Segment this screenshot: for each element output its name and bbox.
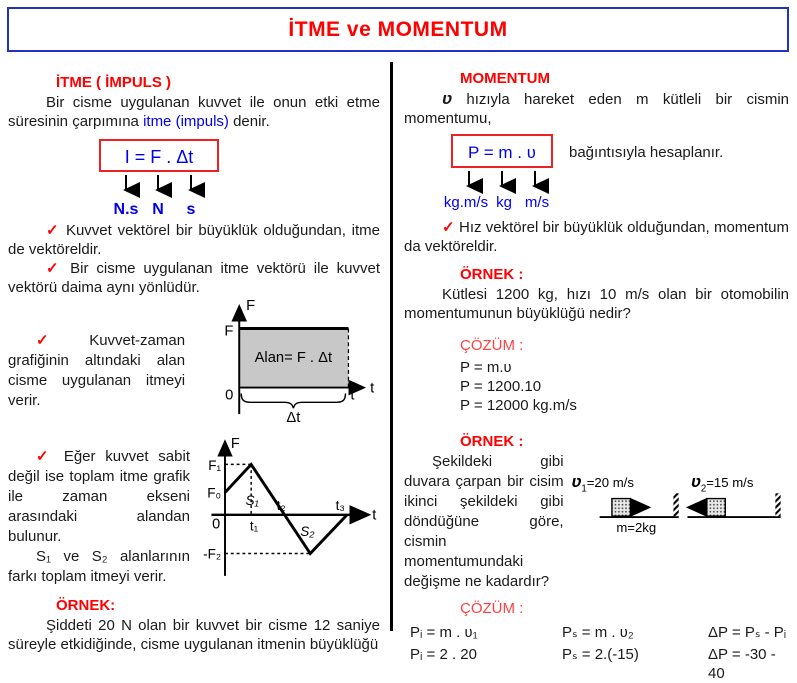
ornek1-heading: ÖRNEK : bbox=[460, 266, 524, 283]
bullet-momentum-vector bbox=[404, 218, 789, 256]
solution-line: P = 1200.10 bbox=[460, 378, 542, 395]
velocity-subscript: 1 bbox=[580, 483, 587, 495]
check-icon: ✓ bbox=[36, 332, 67, 349]
intro-text: hızıyla hareket eden m kütleli bir cismin momentumu, bbox=[404, 91, 789, 127]
s2-area-label: S₂ bbox=[300, 524, 315, 540]
brace-label: Δt bbox=[286, 409, 301, 425]
origin-label: 0 bbox=[225, 387, 234, 404]
momentum-intro-paragraph bbox=[404, 89, 789, 128]
mass-label: m=2kg bbox=[615, 519, 656, 535]
cozum2-equation-row1 bbox=[404, 623, 789, 642]
figure1-velocity-label bbox=[571, 472, 634, 494]
page-title: İTME ve MOMENTUM bbox=[288, 17, 508, 41]
impulse-unit-ns: N.s bbox=[113, 201, 139, 217]
left-column bbox=[0, 62, 390, 653]
wall bbox=[673, 493, 678, 516]
momentum-unit-ms: m/s bbox=[524, 194, 550, 210]
t2-tick-label: t₂ bbox=[276, 497, 286, 513]
cozum1-lines bbox=[460, 358, 789, 415]
equation: Pₛ = 2.(-15) bbox=[562, 646, 639, 663]
s1-area-label: S₁ bbox=[245, 493, 259, 509]
t1-tick-label: t₁ bbox=[249, 518, 259, 534]
y-axis-label: F bbox=[246, 297, 256, 314]
equation: Pᵢ = 2 . 20 bbox=[410, 646, 477, 663]
impulse-equation: I = F . Δt bbox=[124, 147, 194, 167]
velocity-symbol: ʋ bbox=[442, 89, 453, 108]
equation: Pₛ = m . ʋ₂ bbox=[562, 624, 634, 641]
momentum-unit-kgms: kg.m/s bbox=[443, 194, 489, 210]
ornek-left-heading: ÖRNEK: bbox=[56, 597, 116, 614]
equation: Pᵢ = m . ʋ₁ bbox=[410, 624, 478, 641]
velocity-value: =20 m/s bbox=[586, 475, 634, 491]
check-icon: ✓ bbox=[442, 219, 455, 236]
ornek2-heading: ÖRNEK : bbox=[460, 433, 524, 450]
graph2-side-text-1 bbox=[8, 447, 190, 547]
impulse-unit-n: N bbox=[152, 201, 164, 217]
side-text: Eğer kuvvet sabit değil ise toplam itme grafik ile zaman ekseni arasındaki alandan bulunur. bbox=[8, 448, 190, 545]
momentum-unit-kg: kg bbox=[496, 194, 512, 210]
y-axis-label: F bbox=[230, 435, 240, 452]
bullet-text: Bir cisme uygulanan itme vektörü ile kuvvet vektörü daima aynı yönlüdür. bbox=[8, 260, 380, 296]
ornek2-row bbox=[404, 452, 789, 592]
two-column-layout bbox=[0, 62, 797, 682]
cozum1-heading: ÇÖZÜM : bbox=[460, 337, 524, 354]
t3-tick-label: t₃ bbox=[335, 497, 345, 513]
check-icon: ✓ bbox=[36, 448, 55, 465]
f1-tick-label: F₁ bbox=[208, 458, 222, 474]
delta-t-brace bbox=[241, 393, 345, 408]
ornek2-text: Şekildeki gibi duvara çarpan bir cisim ikinci şekildeki gibi döndüğüne göre, cismin momentumundaki değişme ne kadardır? bbox=[404, 453, 564, 590]
impulse-unit-s: s bbox=[186, 201, 196, 217]
equation: ΔP = -30 - 40 bbox=[708, 646, 776, 682]
solution-line: P = 12000 kg.m/s bbox=[460, 397, 577, 414]
page-title-box bbox=[7, 7, 789, 52]
figure2-after-impact bbox=[687, 472, 780, 517]
force-time-graph-constant bbox=[193, 297, 380, 425]
cozum2-equation-row2 bbox=[404, 645, 789, 683]
check-icon: ✓ bbox=[46, 222, 61, 239]
wall bbox=[775, 493, 780, 516]
collision-figures bbox=[568, 466, 789, 554]
graph2-row bbox=[8, 433, 380, 587]
intro-text-highlight: itme (impuls) bbox=[143, 113, 229, 130]
impulse-formula-figure bbox=[8, 137, 308, 217]
block bbox=[612, 499, 630, 517]
check-icon: ✓ bbox=[46, 260, 63, 277]
ornek1-text: Kütlesi 1200 kg, hızı 10 m/s olan bir otomobilin momentumunun büyüklüğü nedir? bbox=[404, 286, 789, 322]
x-tick-label: t bbox=[350, 387, 355, 404]
formula-side-text: bağıntısıyla hesaplanır. bbox=[569, 144, 724, 161]
x-axis-label: t bbox=[370, 380, 375, 397]
figure2-velocity-label bbox=[691, 472, 754, 494]
graph1-row bbox=[8, 297, 380, 425]
cozum2-heading: ÇÖZÜM : bbox=[460, 600, 524, 617]
neg-f2-tick-label: -F₂ bbox=[203, 546, 222, 562]
force-curve bbox=[225, 464, 347, 553]
solution-line: P = m.ʋ bbox=[460, 359, 512, 376]
graph2-side-text-block bbox=[8, 447, 190, 587]
origin-label: 0 bbox=[212, 516, 221, 533]
momentum-heading: MOMENTUM bbox=[460, 70, 550, 87]
bullet-text: Hız vektörel bir büyüklük olduğundan, momentum da vektöreldir. bbox=[404, 219, 789, 255]
graph2-side-text-2: S₁ ve S₂ alanlarının farkı toplam itmeyi verir. bbox=[8, 548, 190, 585]
impulse-intro-paragraph bbox=[8, 93, 380, 131]
velocity-symbol: ʋ bbox=[571, 472, 581, 492]
impulse-heading: İTME ( İMPULS ) bbox=[56, 74, 171, 91]
x-axis-label: t bbox=[372, 507, 377, 524]
f0-tick-label: F₀ bbox=[207, 485, 222, 501]
equation: ΔP = Pₛ - Pᵢ bbox=[708, 624, 787, 641]
block bbox=[706, 499, 724, 517]
graph1-side-text bbox=[8, 331, 185, 411]
intro-text-post: denir. bbox=[228, 113, 270, 130]
right-column bbox=[393, 62, 797, 682]
momentum-equation: P = m . ʋ bbox=[467, 143, 537, 162]
force-time-graph-variable bbox=[194, 433, 380, 583]
side-text: Kuvvet-zaman grafiğinin altındaki alan cisme uygulanan itmeyi verir. bbox=[8, 332, 186, 409]
y-tick-label: F bbox=[224, 323, 234, 340]
ornek-left-text: Şiddeti 20 N olan bir kuvvet bir cisme 12 saniye süreyle etkidiğinde, cisme uygulanan itmenin büyüklüğü bbox=[8, 617, 380, 653]
momentum-formula-figure bbox=[404, 132, 764, 210]
intro-text-pre: Bir cisme uygulanan kuvvet ile onun etki etme süresinin çarpımına bbox=[8, 94, 380, 130]
bullet-impulse-vector bbox=[8, 221, 380, 259]
figure1-before-impact bbox=[571, 472, 678, 535]
velocity-symbol: ʋ bbox=[690, 472, 701, 492]
bullet-text: Kuvvet vektörel bir büyüklük olduğundan, itme de vektöreldir. bbox=[8, 222, 380, 258]
velocity-value: =15 m/s bbox=[705, 475, 754, 491]
bullet-impulse-direction bbox=[8, 259, 380, 297]
velocity-subscript: 2 bbox=[700, 483, 706, 495]
area-label: Alan= F . Δt bbox=[254, 349, 333, 366]
